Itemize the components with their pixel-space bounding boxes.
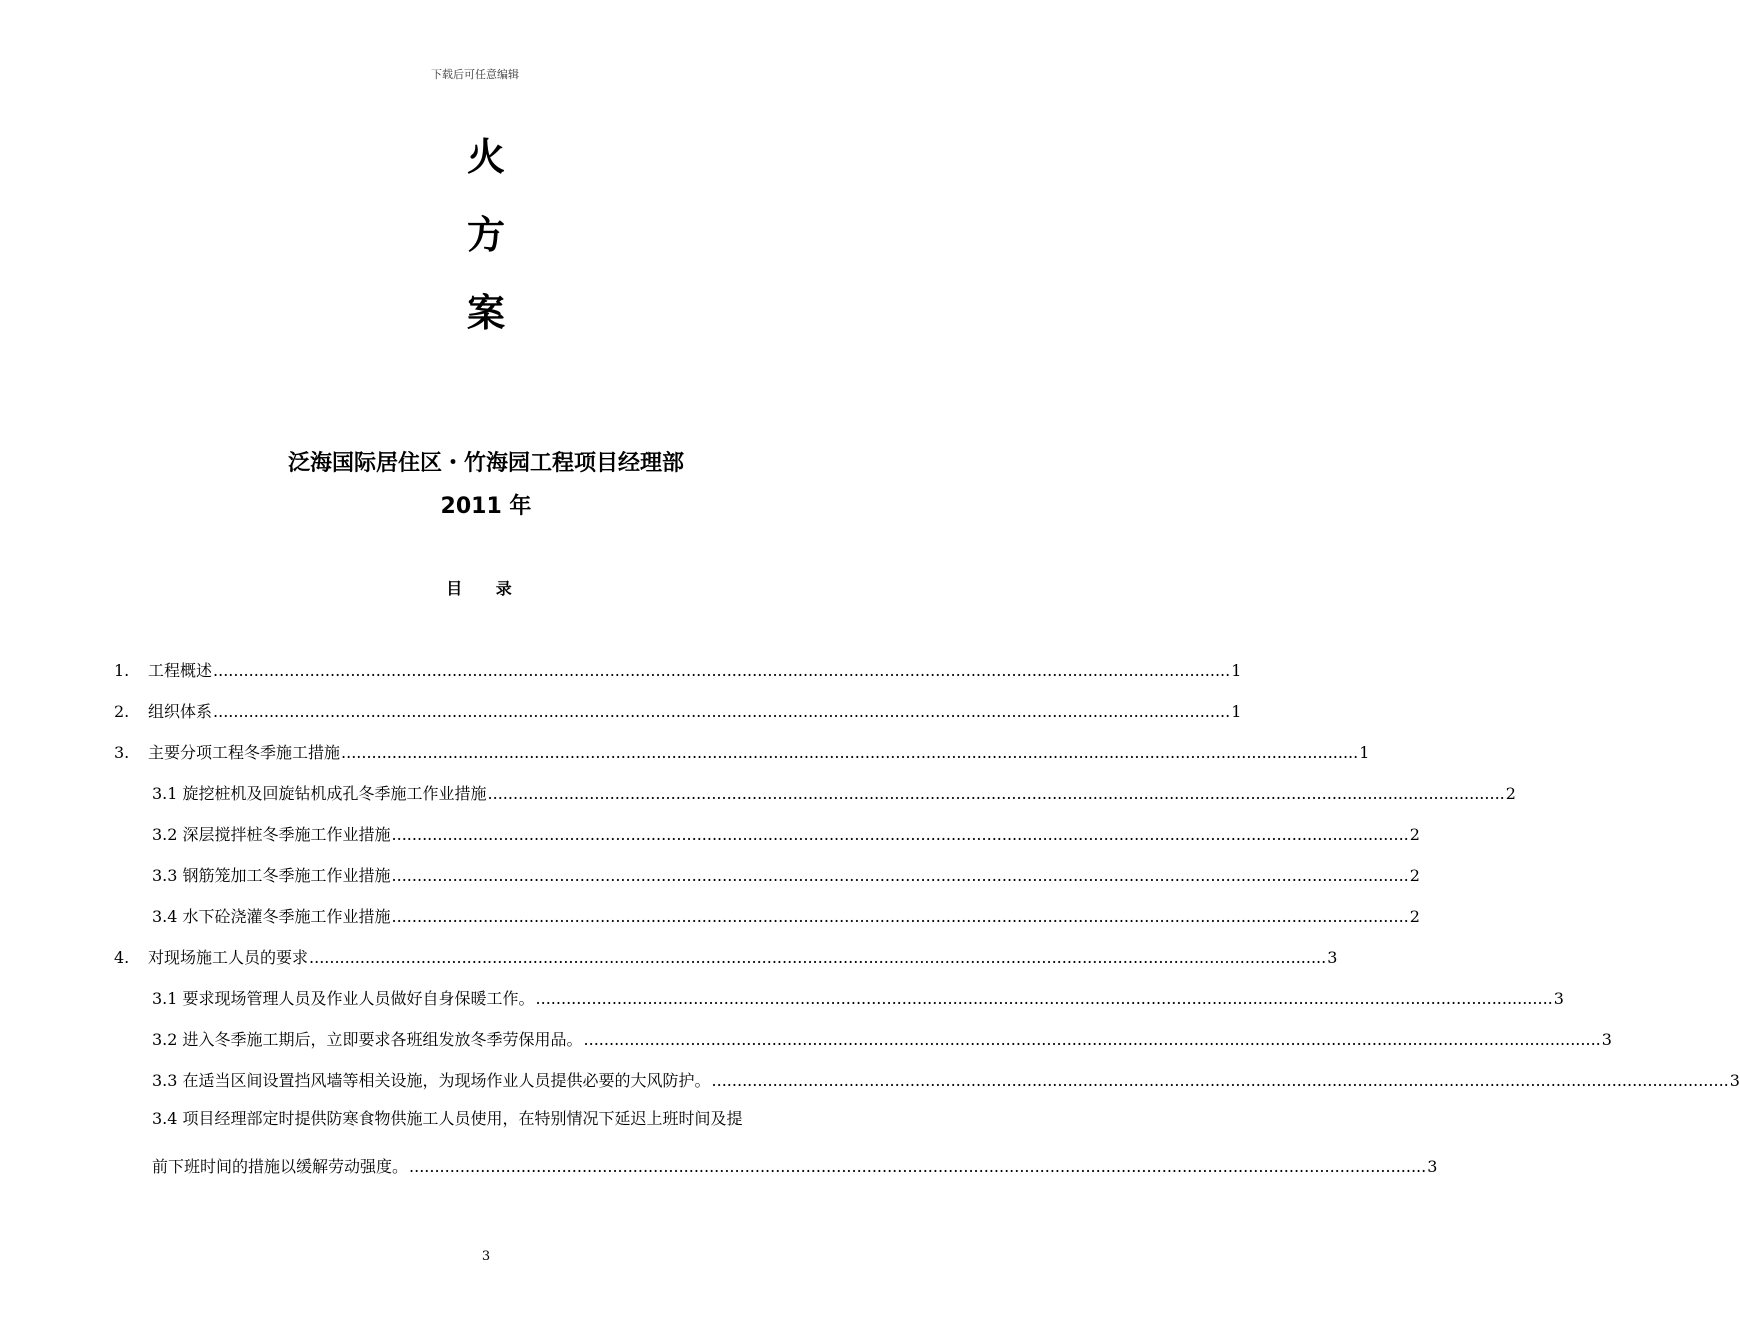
title-char-3: 案 (466, 291, 505, 335)
toc-entry-label: 对现场施工人员的要求 (148, 948, 309, 967)
toc-entry-label-line1: 3.4 项目经理部定时提供防寒食物供施工人员使用，在特别情况下延迟上班时间及提 (152, 1109, 743, 1128)
toc-leader-dots: ........................................................................................................................................................................................................ (583, 1030, 1601, 1049)
toc-entry-label: 3.3 在适当区间设置挡风墙等相关设施，为现场作业人员提供必要的大风防护。 (152, 1071, 711, 1090)
toc-entry-page: 3 (1553, 989, 1564, 1008)
toc-entry-number: 3. (114, 743, 130, 762)
toc-subentry[interactable] (152, 822, 1420, 846)
toc-leader-dots: ........................................................................................................................................................................................................ (341, 743, 1359, 762)
page-number: 3 (481, 1249, 491, 1264)
toc-title: 目 录 (446, 579, 526, 598)
toc-entry-page: 1 (1231, 661, 1242, 680)
toc-subentry[interactable] (152, 863, 1420, 887)
toc-entry-number: 4. (114, 948, 130, 967)
toc-leader-dots: ........................................................................................................................................................................................................ (487, 784, 1505, 803)
toc-entry-page: 2 (1505, 784, 1516, 803)
toc-entry-label: 3.1 要求现场管理人员及作业人员做好自身保暖工作。 (152, 989, 535, 1008)
toc-leader-dots: ........................................................................................................................................................................................................ (391, 907, 1409, 926)
toc-entry-number: 1. (114, 661, 130, 680)
toc-entry[interactable] (114, 740, 1370, 764)
toc-subentry[interactable] (152, 986, 1564, 1010)
header-note: 下载后可任意编辑 (431, 68, 519, 81)
toc-entry[interactable] (114, 658, 1242, 682)
toc-subentry[interactable] (152, 1027, 1612, 1051)
toc-leader-dots: ........................................................................................................................................................................................................ (409, 1157, 1427, 1176)
toc-entry-page: 3 (1601, 1030, 1612, 1049)
toc-entry-page: 3 (1427, 1157, 1438, 1176)
toc-subentry[interactable] (152, 904, 1420, 928)
organization-name: 泛海国际居住区・竹海园工程项目经理部 (287, 451, 684, 476)
toc-entry-page: 2 (1409, 866, 1420, 885)
toc-entry-label: 3.4 水下砼浇灌冬季施工作业措施 (152, 907, 391, 926)
document-year: 2011 年 (440, 494, 532, 519)
toc-leader-dots: ........................................................................................................................................................................................................ (391, 825, 1409, 844)
toc-leader-dots: ........................................................................................................................................................................................................ (535, 989, 1553, 1008)
toc-leader-dots: ........................................................................................................................................................................................................ (213, 702, 1231, 721)
toc-entry-page: 3 (1327, 948, 1338, 967)
toc-leader-dots: ........................................................................................................................................................................................................ (391, 866, 1409, 885)
toc-subentry[interactable] (152, 1068, 1740, 1092)
toc-entry-page: 2 (1409, 825, 1420, 844)
toc-entry-page: 1 (1231, 702, 1242, 721)
toc-entry-label: 3.2 深层搅拌桩冬季施工作业措施 (152, 825, 391, 844)
toc-subentry-multiline[interactable] (152, 1108, 1438, 1178)
toc-leader-dots: ........................................................................................................................................................................................................ (711, 1071, 1729, 1090)
toc-entry-number: 2. (114, 702, 130, 721)
title-char-1: 火 (466, 135, 505, 179)
toc-entry[interactable] (114, 945, 1338, 969)
toc-entry-label: 工程概述 (148, 661, 213, 680)
toc-subentry[interactable] (152, 781, 1516, 805)
toc-entry-page: 1 (1359, 743, 1370, 762)
toc-entry-label: 3.2 进入冬季施工期后，立即要求各班组发放冬季劳保用品。 (152, 1030, 583, 1049)
toc-entry-label: 3.1 旋挖桩机及回旋钻机成孔冬季施工作业措施 (152, 784, 487, 803)
toc-leader-dots: ........................................................................................................................................................................................................ (309, 948, 1327, 967)
toc-entry[interactable] (114, 699, 1242, 723)
toc-entry-label-line2: 前下班时间的措施以缓解劳动强度。 (152, 1157, 409, 1176)
title-char-2: 方 (466, 213, 505, 257)
toc-leader-dots: ........................................................................................................................................................................................................ (213, 661, 1231, 680)
toc-entry-label: 组织体系 (148, 702, 213, 721)
toc-entry-label: 3.3 钢筋笼加工冬季施工作业措施 (152, 866, 391, 885)
toc-entry-label: 主要分项工程冬季施工措施 (148, 743, 341, 762)
toc-entry-page: 2 (1409, 907, 1420, 926)
toc-entry-page: 3 (1729, 1071, 1740, 1090)
